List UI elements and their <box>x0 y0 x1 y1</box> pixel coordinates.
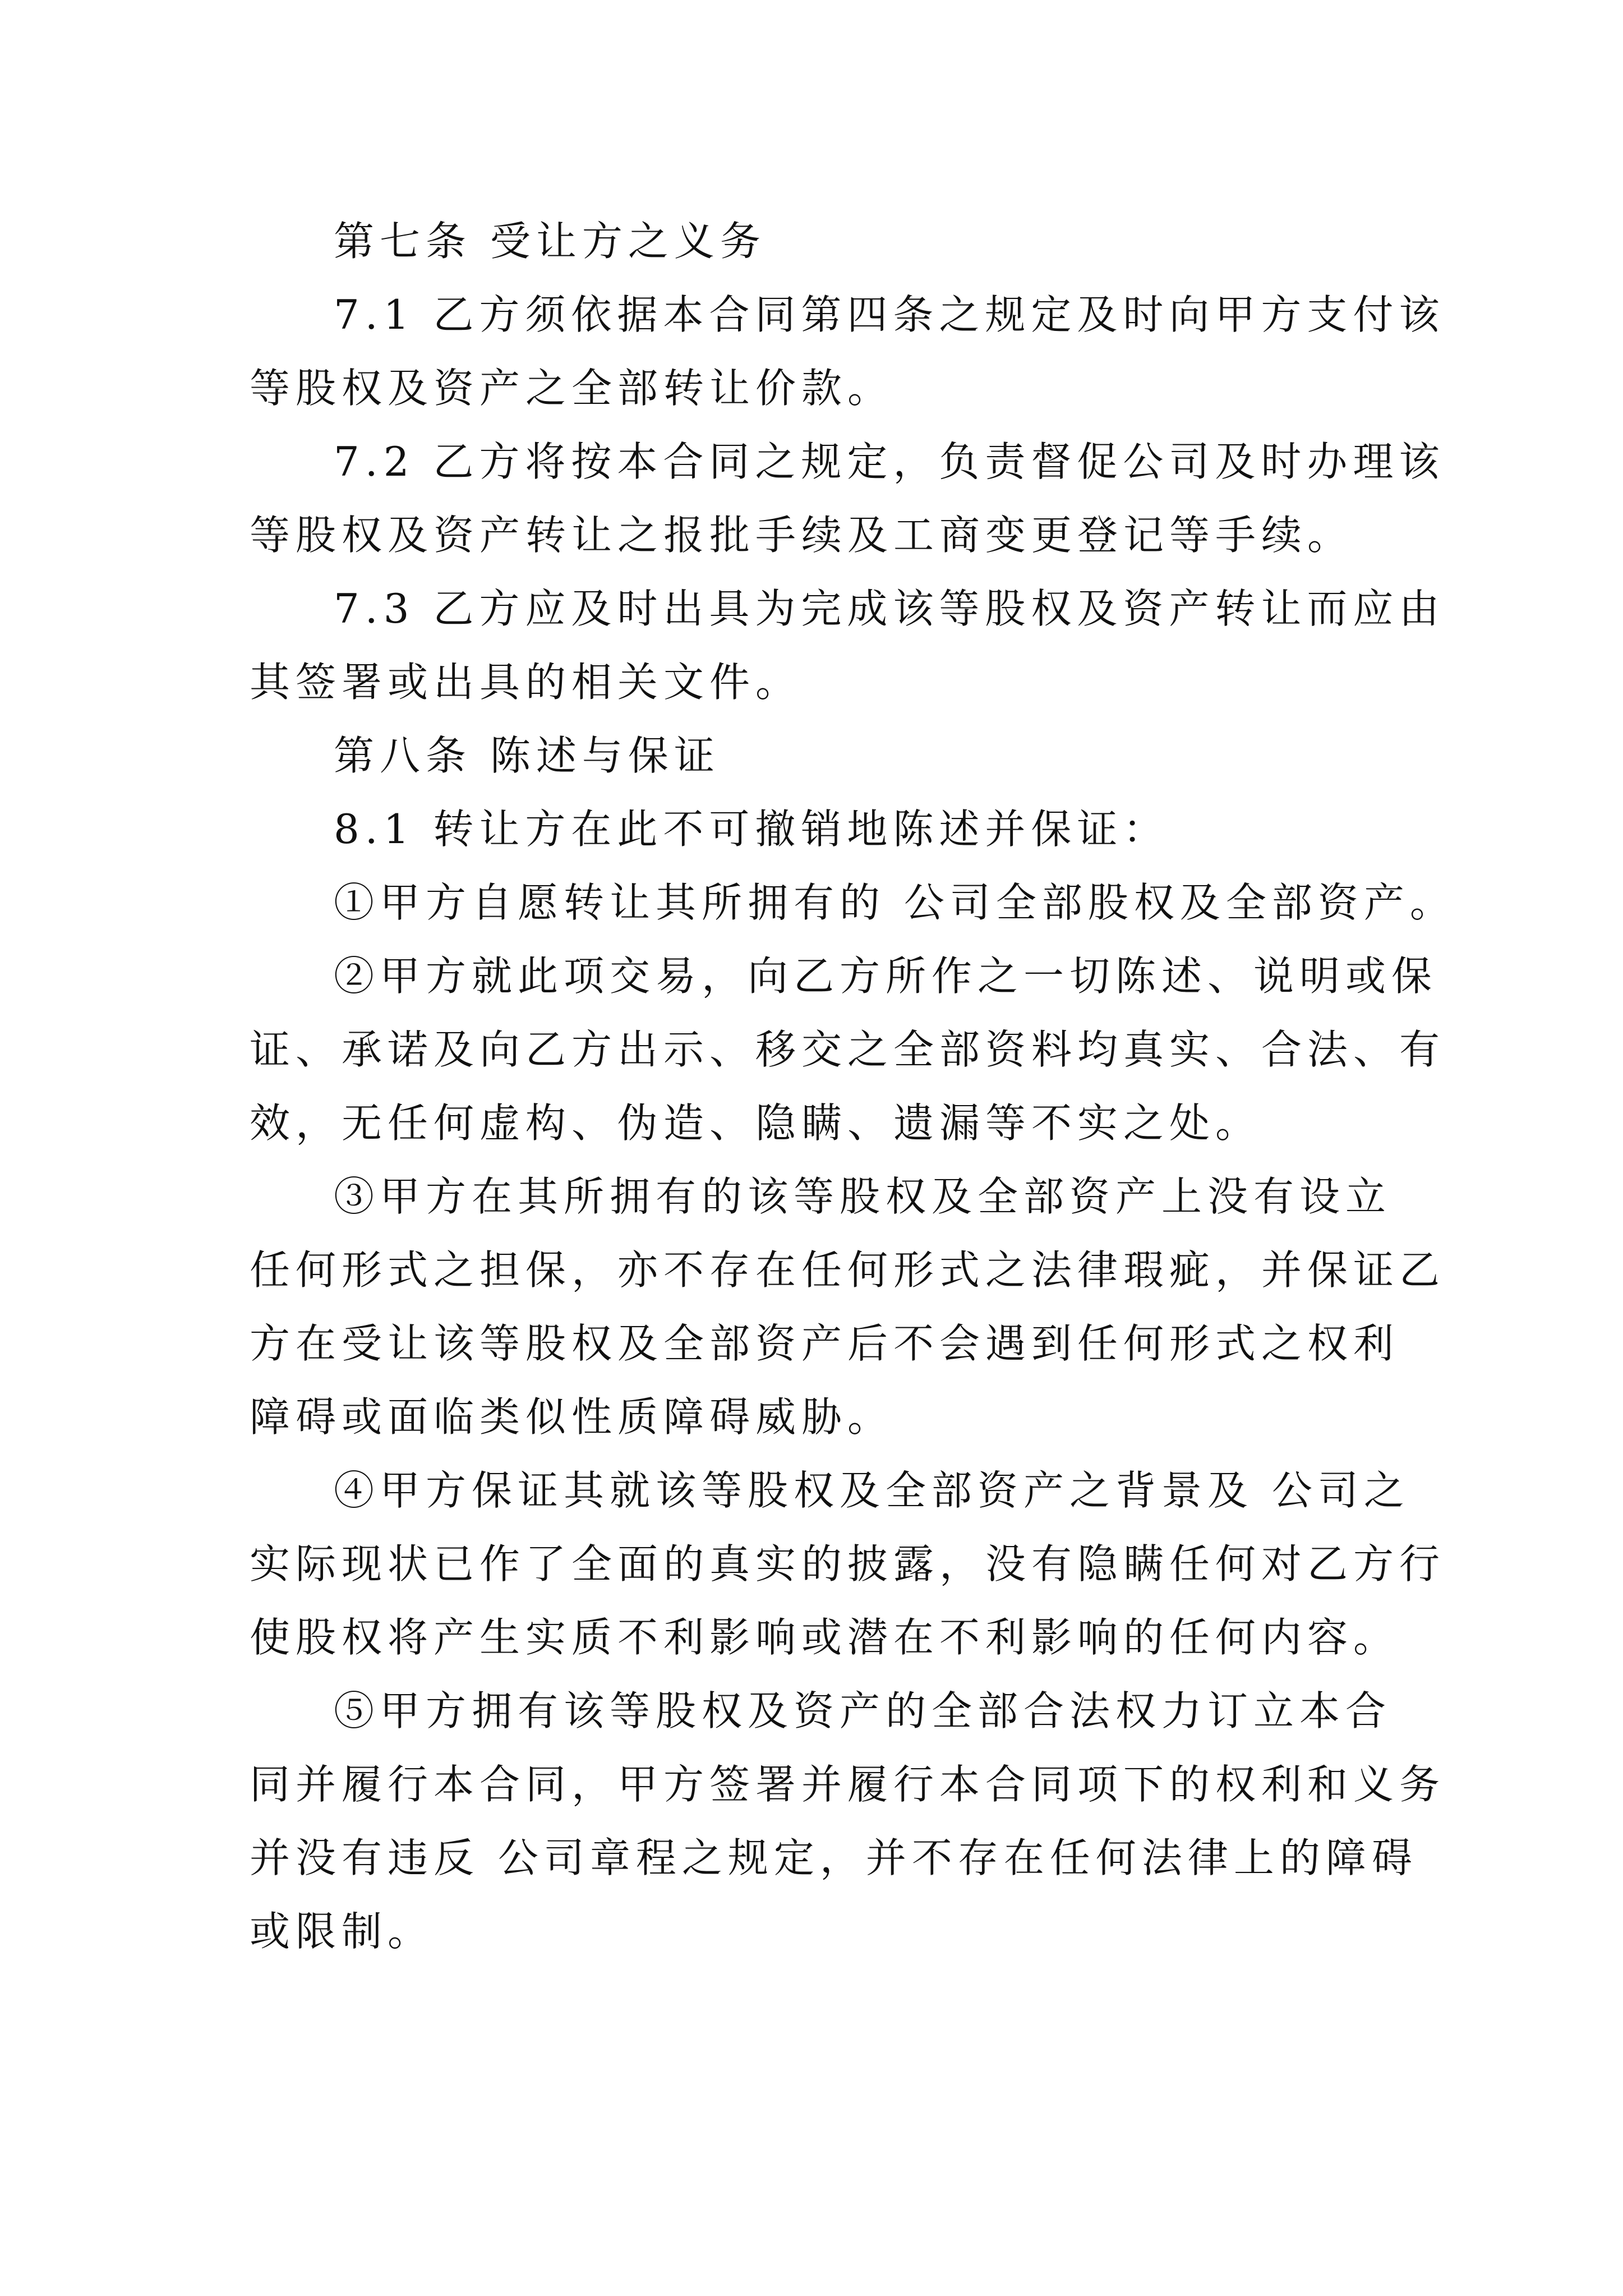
item-2-line-1: ②甲方就此项交易，向乙方所作之一切陈述、说明或保 <box>334 953 1438 1000</box>
item-5-line-2: 同并履行本合同，甲方签署并履行本合同项下的权利和义务 <box>250 1761 1446 1808</box>
item-1-line-1: ①甲方自愿转让其所拥有的 公司全部股权及全部资产。 <box>334 879 1456 926</box>
item-5-line-3: 并没有违反 公司章程之规定，并不存在任何法律上的障碍 <box>250 1834 1418 1881</box>
item-5-line-4: 或限制。 <box>250 1908 434 1955</box>
item-3-line-3: 方在受让该等股权及全部资产后不会遇到任何形式之权利 <box>250 1320 1400 1367</box>
document-body <box>250 205 1456 1968</box>
item-3-line-2: 任何形式之担保，亦不存在任何形式之法律瑕疵，并保证乙 <box>250 1246 1446 1294</box>
clause-7-1-line-1: 7.1 乙方须依据本合同第四条之规定及时向甲方支付该 <box>334 291 1445 338</box>
item-2-line-3: 效，无任何虚构、伪造、隐瞒、遗漏等不实之处。 <box>250 1099 1262 1147</box>
clause-7-3-line-2: 其签署或出具的相关文件。 <box>250 659 802 706</box>
clause-7-3-line-1: 7.3 乙方应及时出具为完成该等股权及资产转让而应由 <box>334 585 1445 632</box>
article-8-heading: 第八条 陈述与保证 <box>334 732 720 779</box>
item-5-line-1: ⑤甲方拥有该等股权及资产的全部合法权力订立本合 <box>334 1687 1392 1734</box>
article-7-heading: 第七条 受让方之义务 <box>334 218 766 265</box>
clause-8-1-line-1: 8.1 转让方在此不可撤销地陈述并保证： <box>334 806 1169 853</box>
item-4-line-2: 实际现状已作了全面的真实的披露，没有隐瞒任何对乙方行 <box>250 1540 1446 1588</box>
item-2-line-2: 证、承诺及向乙方出示、移交之全部资料均真实、合法、有 <box>250 1026 1446 1073</box>
item-4-line-3: 使股权将产生实质不利影响或潜在不利影响的任何内容。 <box>250 1614 1400 1661</box>
clause-7-2-line-1: 7.2 乙方将按本合同之规定，负责督促公司及时办理该 <box>334 438 1445 485</box>
clause-7-1-line-2: 等股权及资产之全部转让价款。 <box>250 365 894 412</box>
item-4-line-1: ④甲方保证其就该等股权及全部资产之背景及 公司之 <box>334 1467 1410 1514</box>
item-3-line-1: ③甲方在其所拥有的该等股权及全部资产上没有设立 <box>334 1173 1392 1220</box>
item-3-line-4: 障碍或面临类似性质障碍威胁。 <box>250 1393 894 1441</box>
clause-7-2-line-2: 等股权及资产转让之报批手续及工商变更登记等手续。 <box>250 512 1354 559</box>
